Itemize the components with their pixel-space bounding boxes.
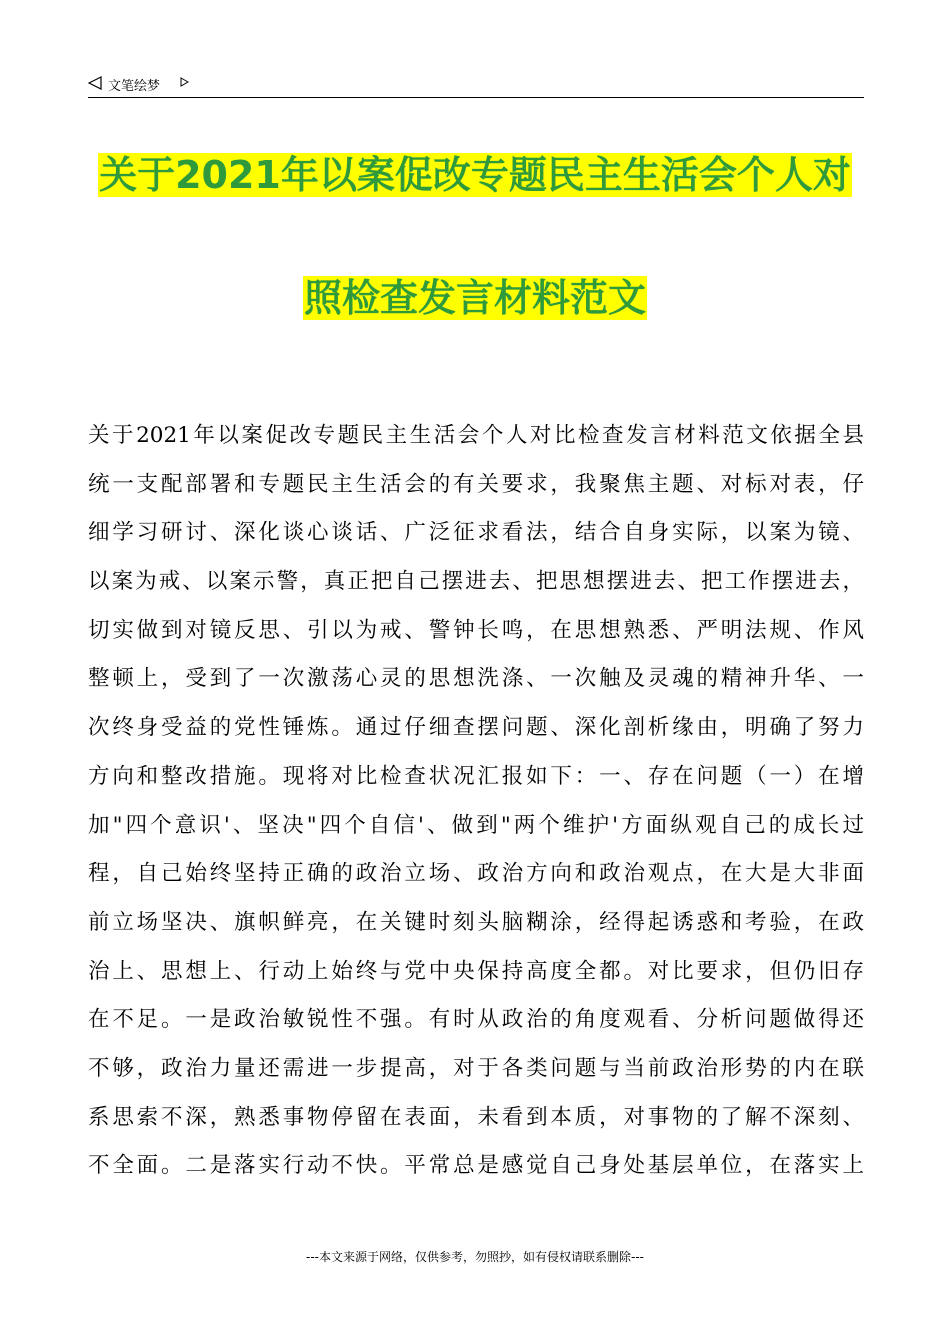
body-line: 系思索不深，熟悉事物停留在表面，未看到本质，对事物的了解不深刻、 (88, 1104, 864, 1130)
body-line: 加"四个意识'、坚决"四个自信'、做到"两个维护'方面纵观自己的成长过 (88, 812, 864, 838)
title-text-1: 关于2021年以案促改专题民主生活会个人对 (99, 153, 851, 197)
body-line: 治上、思想上、行动上始终与党中央保持高度全都。对比要求，但仍旧存 (88, 958, 864, 984)
body-line: 切实做到对镜反思、引以为戒、警钟长鸣，在思想熟悉、严明法规、作风 (88, 617, 864, 643)
header-divider (88, 97, 864, 98)
body-line: 方向和整改措施。现将对比检查状况汇报如下：一、存在问题（一）在增 (88, 763, 864, 789)
footer-notice: ---本文来源于网络，仅供参考，勿照抄，如有侵权请联系删除--- (306, 1250, 644, 1264)
title-text-2: 照检查发言材料范文 (303, 276, 646, 320)
body-line: 程，自己始终坚持正确的政治立场、政治方向和政治观点，在大是大非面 (88, 861, 864, 887)
document-title-line-1 (0, 151, 950, 199)
body-line: 统一支配部署和专题民主生活会的有关要求，我聚焦主题、对标对表，仔 (88, 471, 864, 497)
body-line: 细学习研讨、深化谈心谈话、广泛征求看法，结合自身实际，以案为镜、 (88, 520, 864, 546)
body-line: 次终身受益的党性锤炼。通过仔细查摆问题、深化剖析缘由，明确了努力 (88, 715, 864, 741)
body-line: 关于2021年以案促改专题民主生活会个人对比检查发言材料范文依据全县 (88, 423, 864, 448)
left-triangle-icon (88, 76, 102, 90)
body-line: 以案为戒、以案示警，真正把自己摆进去、把思想摆进去、把工作摆进去， (88, 569, 864, 595)
body-line: 不全面。二是落实行动不快。平常总是感觉自己身处基层单位，在落实上 (88, 1153, 864, 1179)
body-paragraph (88, 412, 864, 1191)
right-triangle-icon (180, 77, 189, 87)
body-line: 整顿上，受到了一次激荡心灵的思想洗涤、一次触及灵魂的精神升华、一 (88, 666, 864, 692)
body-line: 不够，政治力量还需进一步提高，对于各类问题与当前政治形势的内在联 (88, 1055, 864, 1081)
header-brand: 文笔绘梦 (108, 79, 161, 94)
document-title-line-2 (0, 274, 950, 322)
body-line: 在不足。一是政治敏锐性不强。有时从政治的角度观看、分析问题做得还 (88, 1007, 864, 1033)
body-line: 前立场坚决、旗帜鲜亮，在关键时刻头脑糊涂，经得起诱惑和考验，在政 (88, 909, 864, 935)
